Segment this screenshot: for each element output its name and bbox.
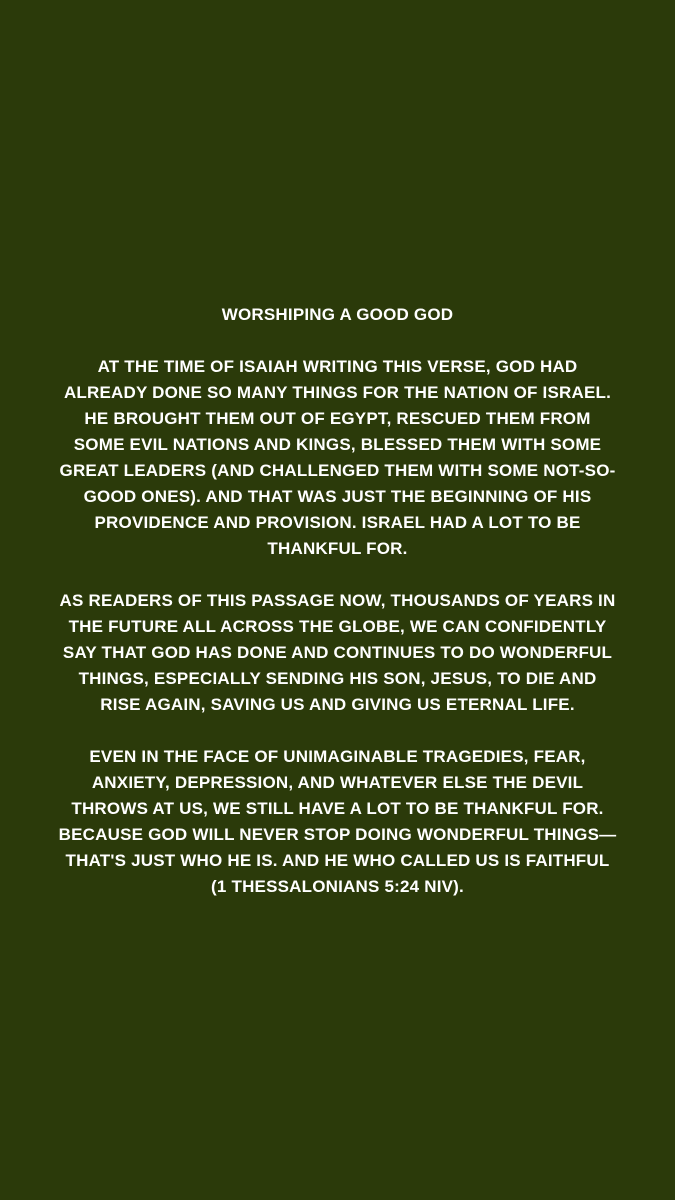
paragraph-1: AT THE TIME OF ISAIAH WRITING THIS VERSE, GOD HAD ALREADY DONE SO MANY THINGS FOR THE NATION OF ISRAEL. HE BROUGHT THEM OUT OF EGYPT, RESCUED THEM FROM SOME EVIL NATIONS AND KINGS, BLESSED THEM WITH SOME GREAT LEADERS (AND CHALLENGED THEM WITH SOME NOT-SO-GOOD ONES). AND THAT WAS JUST THE BEGINNING OF HIS PROVIDENCE AND PROVISION. ISRAEL HAD A LOT TO BE THANKFUL FOR. (59, 357, 616, 558)
devotional-text-block (0, 302, 675, 900)
paragraph-3: EVEN IN THE FACE OF UNIMAGINABLE TRAGEDIES, FEAR, ANXIETY, DEPRESSION, AND WHATEVER ELSE THE DEVIL THROWS AT US, WE STILL HAVE A LOT TO BE THANKFUL FOR. BECAUSE GOD WILL NEVER STOP DOING WONDERFUL THINGS—THAT'S JUST WHO HE IS. AND HE WHO CALLED US IS FAITHFUL (1 THESSALONIANS 5:24 NIV). (58, 747, 617, 896)
paragraph-2: AS READERS OF THIS PASSAGE NOW, THOUSANDS OF YEARS IN THE FUTURE ALL ACROSS THE GLOBE, WE CAN CONFIDENTLY SAY THAT GOD HAS DONE AND CONTINUES TO DO WONDERFUL THINGS, ESPECIALLY SENDING HIS SON, JESUS, TO DIE AND RISE AGAIN, SAVING US AND GIVING US ETERNAL LIFE. (59, 591, 616, 714)
devotional-title: WORSHIPING A GOOD GOD (221, 305, 454, 324)
